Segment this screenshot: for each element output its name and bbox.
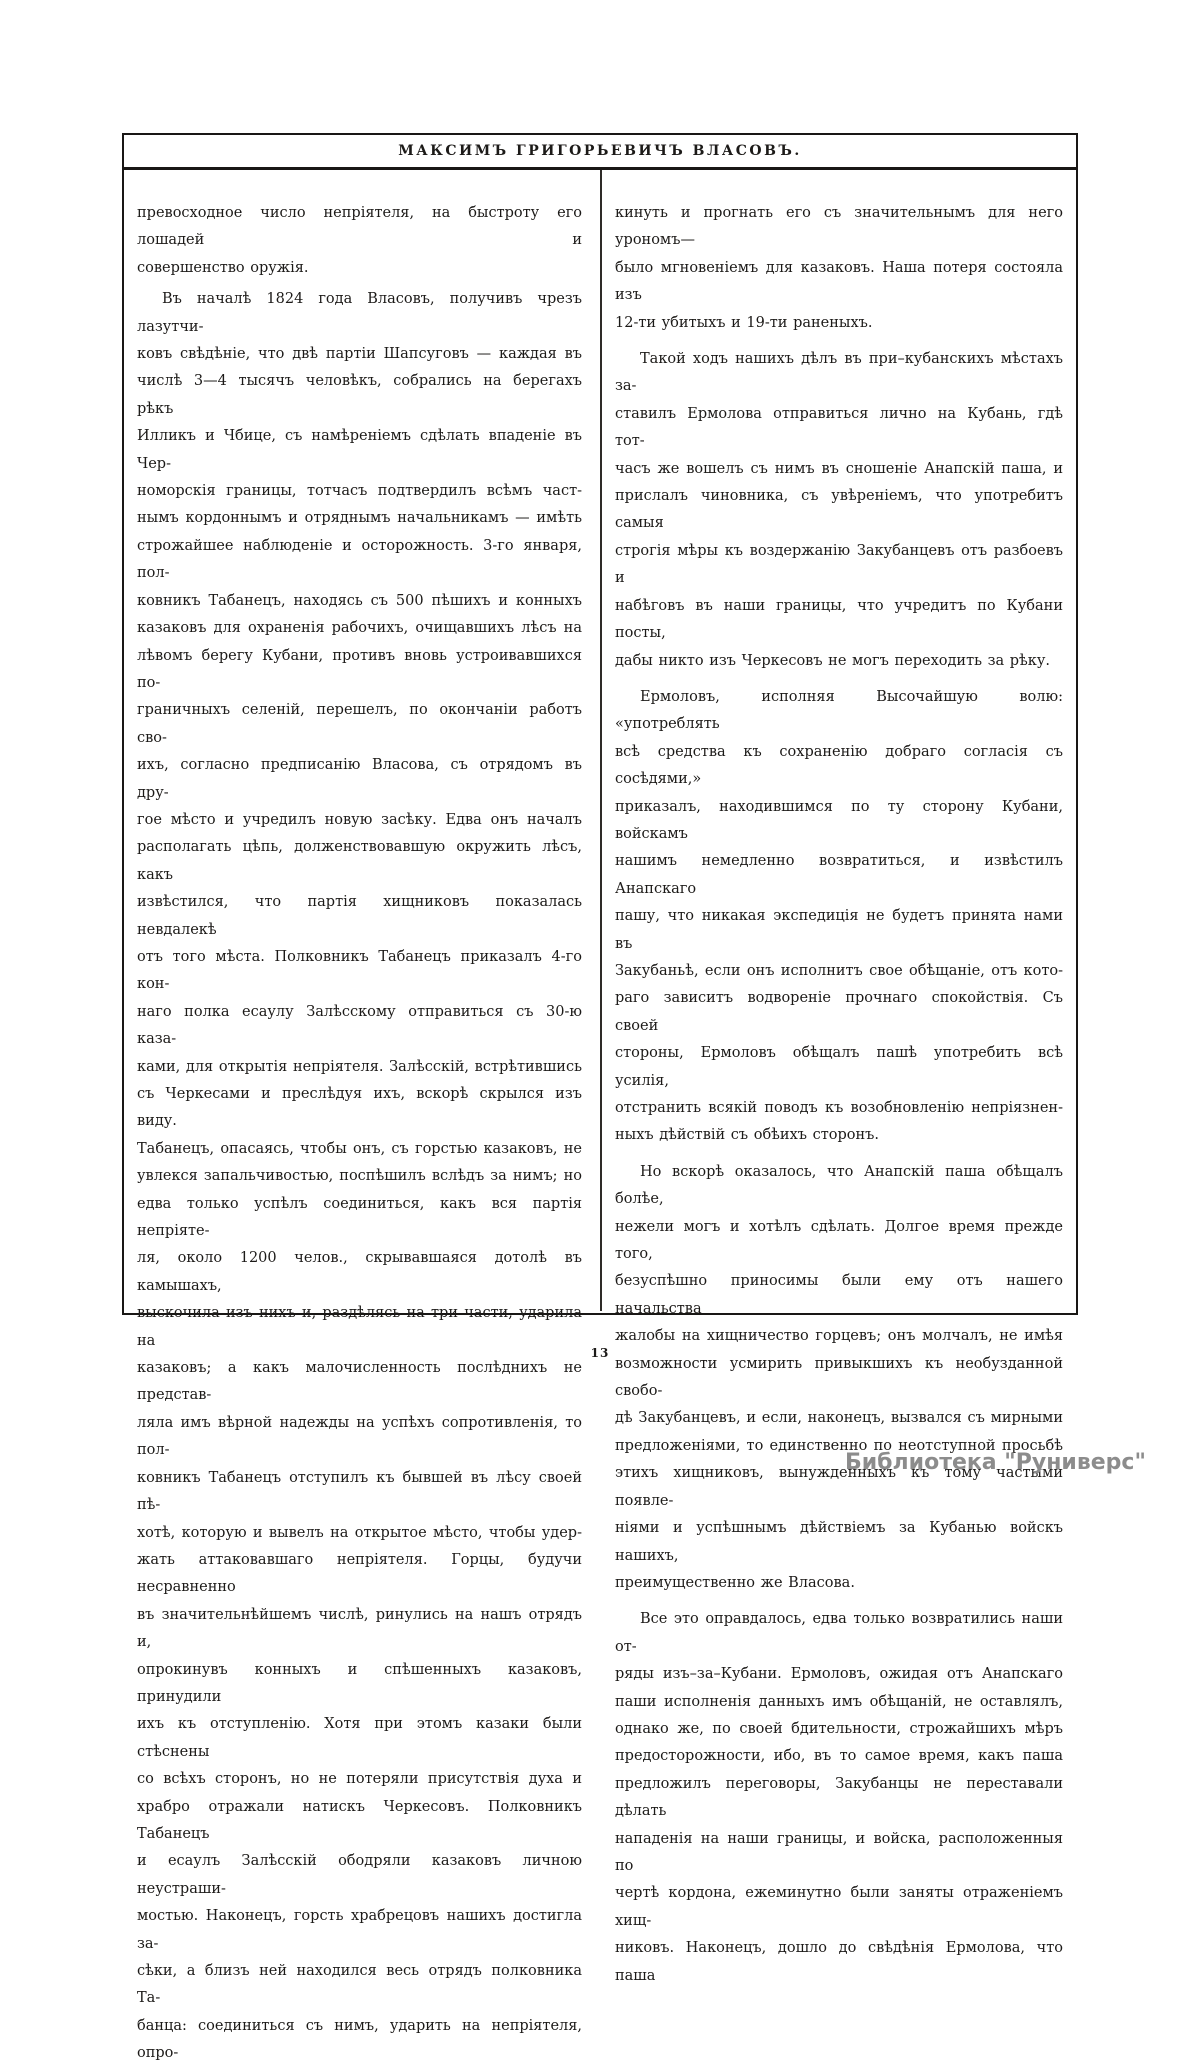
text-line: возможности усмирить привыкшихъ къ необузданной свобо- [615, 1355, 1063, 1400]
text-line: нежели могъ и хотѣлъ сдѣлать. Долгое время прежде того, [615, 1218, 1063, 1263]
text-line: ковникъ Табанецъ, находясь съ 500 пѣшихъ и конныхъ [137, 592, 582, 609]
text-line: числѣ 3—4 тысячъ человѣкъ, собрались на берегахъ рѣкъ [137, 373, 582, 417]
text-line: совершенство оружія. [137, 259, 309, 276]
text-line: и есаулъ Залѣсскій ободряли казаковъ личною неустраши- [137, 1853, 582, 1897]
text-line: казаковъ; а какъ малочисленность послѣднихъ не представ- [137, 1360, 582, 1404]
text-line: ками, для открытія непріятеля. Залѣсскій, встрѣтившись [137, 1058, 582, 1075]
text-line: нымъ кордоннымъ и отряднымъ начальникамъ — имѣть [137, 510, 582, 527]
text-line: Закубаньѣ, если онъ исполнитъ свое обѣщаніе, отъ кото- [615, 962, 1063, 979]
text-line: ряды изъ–за–Кубани. Ермоловъ, ожидая отъ Анапскаго [615, 1666, 1063, 1683]
text-line: чертѣ кордона, ежеминутно были заняты отраженіемъ хищ- [615, 1885, 1063, 1929]
paragraph [137, 200, 582, 282]
paragraph [615, 200, 1063, 337]
column-divider-rule [600, 170, 602, 1311]
text-line: увлекся запальчивостью, поспѣшилъ вслѣдъ за нимъ; но [137, 1168, 582, 1185]
text-line: отъ того мѣста. Полковникъ Табанецъ приказалъ 4-го кон- [137, 948, 582, 993]
text-line: съ Черкесами и преслѣдуя ихъ, вскорѣ скрылся изъ виду. [137, 1086, 582, 1130]
text-line: однако же, по своей бдительности, строжайшихъ мѣръ [615, 1720, 1063, 1737]
paragraph [615, 1606, 1063, 1990]
text-line: набѣговъ въ наши границы, что учредитъ по Кубани посты, [615, 597, 1063, 642]
text-line: хотѣ, которую и вывелъ на открытое мѣсто, чтобы удер- [137, 1524, 582, 1541]
library-watermark: Библиотека "Руниверс" [845, 1450, 1146, 1475]
text-line: номорскія границы, тотчасъ подтвердилъ всѣмъ част- [137, 483, 582, 500]
text-line: строгія мѣры къ воздержанію Закубанцевъ отъ разбоевъ и [615, 542, 1063, 587]
text-line: выскочила изъ нихъ и, раздѣлясь на три части, ударила на [137, 1305, 582, 1349]
text-line: всѣ средства къ сохраненію добраго согласія съ сосѣдями,» [615, 743, 1063, 788]
text-line: Но вскорѣ оказалось, что Анапскій паша обѣщалъ болѣе, [615, 1163, 1063, 1208]
text-line: стороны, Ермоловъ обѣщалъ пашѣ употребить всѣ усилія, [615, 1045, 1063, 1089]
text-line: ляла имъ вѣрной надежды на успѣхъ сопротивленія, то пол- [137, 1414, 582, 1459]
text-line: кинуть и прогнать его съ значительнымъ для него урономъ— [615, 205, 1063, 249]
text-line: дѣ Закубанцевъ, и если, наконецъ, вызвался съ мирными [615, 1410, 1063, 1427]
text-line: ля, около 1200 челов., скрывавшаяся дотолѣ въ камышахъ, [137, 1250, 582, 1294]
text-line: прислалъ чиновника, съ увѣреніемъ, что употребитъ самыя [615, 488, 1063, 532]
text-line: гое мѣсто и учредилъ новую засѣку. Едва онъ началъ [137, 811, 582, 828]
text-line: Такой ходъ нашихъ дѣлъ въ при–кубанскихъ мѣстахъ за- [615, 351, 1063, 395]
text-line: граничныхъ селеній, перешелъ, по окончаніи работъ сво- [137, 702, 582, 746]
text-line: предложилъ переговоры, Закубанцы не переставали дѣлать [615, 1775, 1063, 1820]
text-line: мостью. Наконецъ, горсть храбрецовъ нашихъ достигла за- [137, 1908, 582, 1952]
text-line: жалобы на хищничество горцевъ; онъ молчалъ, не имѣя [615, 1328, 1063, 1345]
text-line: дабы никто изъ Черкесовъ не могъ переходить за рѣку. [615, 652, 1050, 669]
text-line: преимущественно же Власова. [615, 1574, 855, 1591]
text-line: едва только успѣлъ соединиться, какъ вся партія непріяте- [137, 1195, 582, 1240]
paragraph [615, 684, 1063, 1150]
text-line: ставилъ Ермолова отправиться лично на Кубань, гдѣ тот- [615, 405, 1063, 450]
text-line: строжайшее наблюденіе и осторожность. 3-го января, пол- [137, 537, 582, 582]
text-line: нападенія на наши границы, и войска, расположенныя по [615, 1830, 1063, 1874]
text-line: ковъ свѣдѣніе, что двѣ партіи Шапсуговъ — каждая въ [137, 346, 582, 363]
text-line: 12-ти убитыхъ и 19-ти раненыхъ. [615, 314, 873, 331]
text-line: ихъ, согласно предписанію Власова, съ отрядомъ въ дру- [137, 757, 582, 801]
text-line: никовъ. Наконецъ, дошло до свѣдѣнія Ермолова, что паша [615, 1940, 1063, 1984]
text-line: жать аттаковавшаго непріятеля. Горцы, будучи несравненно [137, 1551, 582, 1596]
text-line: казаковъ для охраненія рабочихъ, очищавшихъ лѣсъ на [137, 620, 582, 637]
text-line: паши исполненія данныхъ имъ обѣщаній, не оставлялъ, [615, 1693, 1063, 1710]
text-line: Ермоловъ, исполняя Высочайшую волю: «употреблять [615, 688, 1063, 733]
text-line: извѣстился, что партія хищниковъ показалась невдалекѣ [137, 894, 582, 938]
text-line: отстранить всякій поводъ къ возобновленію непріязнен- [615, 1100, 1063, 1116]
text-line: было мгновеніемъ для казаковъ. Наша потеря состояла изъ [615, 259, 1063, 304]
text-line: часъ же вошелъ съ нимъ въ сношеніе Анапскій паша, и [615, 460, 1063, 477]
text-line: наго полка есаулу Залѣсскому отправиться съ 30-ю каза- [137, 1003, 582, 1048]
page-number: 13 [590, 1346, 610, 1360]
text-line: раго зависитъ водвореніе прочнаго спокойствія. Съ своей [615, 990, 1063, 1034]
text-line: лѣвомъ берегу Кубани, противъ вновь устроивавшихся по- [137, 647, 582, 691]
text-line: ихъ къ отступленію. Хотя при этомъ казаки были стѣснены [137, 1716, 582, 1760]
paragraph [615, 346, 1063, 675]
text-line: Табанецъ, опасаясь, чтобы онъ, съ горстью казаковъ, не [137, 1140, 582, 1157]
text-line: ніями и успѣшнымъ дѣйствіемъ за Кубанью войскъ нашихъ, [615, 1520, 1063, 1564]
text-line: превосходное число непріятеля, на быстроту его лошадей и [137, 205, 582, 249]
text-line: приказалъ, находившимся по ту сторону Кубани, войскамъ [615, 798, 1063, 842]
text-line: ковникъ Табанецъ отступилъ къ бывшей въ лѣсу своей пѣ- [137, 1469, 582, 1514]
running-header [124, 135, 1076, 170]
text-line: въ значительнѣйшемъ числѣ, ринулись на нашъ отрядъ и, [137, 1606, 582, 1651]
text-line: Илликъ и Чбице, съ намѣреніемъ сдѣлать впаденіе въ Чер- [137, 428, 582, 472]
text-line: сѣки, а близъ ней находился весь отрядъ полковника Та- [137, 1963, 582, 2007]
text-line: со всѣхъ сторонъ, но не потеряли присутствія духа и [137, 1771, 582, 1788]
text-line: располагать цѣпь, долженствовавшую окружить лѣсъ, какъ [137, 839, 582, 883]
text-column-left [124, 170, 599, 2062]
text-line: этихъ хищниковъ, вынужденныхъ къ тому частыми появле- [615, 1465, 1063, 1509]
text-line: ныхъ дѣйствій съ обѣихъ сторонъ. [615, 1127, 879, 1144]
text-line: нашимъ немедленно возвратиться, и извѣстилъ Анапскаго [615, 853, 1063, 897]
paragraph [137, 286, 582, 2067]
text-line: предложеніями, то единственно по неотступной просьбѣ [615, 1437, 1063, 1454]
paragraph [615, 1159, 1063, 1598]
text-line: безуспѣшно приносимы были ему отъ нашего начальства [615, 1273, 1063, 1317]
text-line: Все это оправдалось, едва только возвратились наши от- [615, 1611, 1063, 1655]
text-line: Въ началѣ 1824 года Власовъ, получивъ чрезъ лазутчи- [137, 291, 582, 335]
text-line: предосторожности, ибо, въ то самое время, какъ паша [615, 1748, 1063, 1765]
text-line: храбро отражали натискъ Черкесовъ. Полковникъ Табанецъ [137, 1798, 582, 1842]
page-title: МАКСИМЪ ГРИГОРЬЕВИЧЪ ВЛАСОВЪ. [398, 143, 802, 159]
text-line: банца: соединиться съ нимъ, ударить на непріятеля, опро- [137, 2017, 582, 2062]
text-line: пашу, что никакая экспедиція не будетъ принята нами въ [615, 908, 1063, 952]
text-line: опрокинувъ конныхъ и спѣшенныхъ казаковъ, принудили [137, 1661, 582, 1705]
